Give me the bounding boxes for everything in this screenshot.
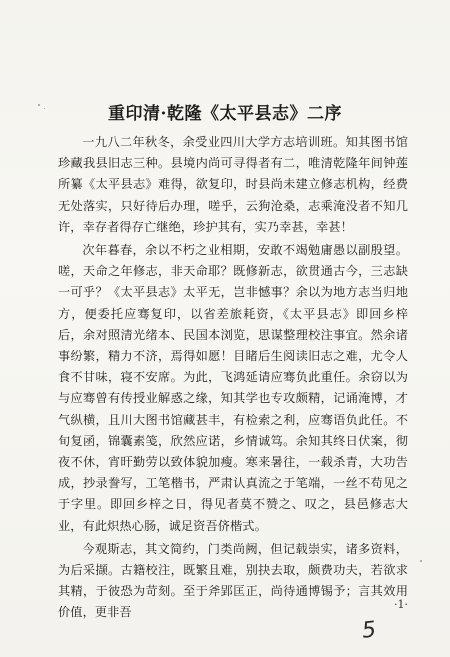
scan-speck (420, 560, 422, 562)
document-body (58, 132, 408, 624)
handwritten-page-mark: 5 (360, 617, 378, 644)
page-number: ·1· (394, 598, 408, 611)
paragraph: 今观斯志，其文简约，门类尚阙，但记载崇实，诸多资料，为后采撷。古籍校注，既繁且难，别抉去取，颇费功夫，若欲求其精，于彼恐为苛刻。至于斧郢匡正，尚待通博锡予；言其效用价值，更非吾 (58, 541, 408, 620)
document-title: 重印清·乾隆《太平县志》二序 (108, 104, 342, 125)
paragraph: 一九八二年秋冬，余受业四川大学方志培训班。知其图书馆珍藏我县旧志三种。县境内尚可寻得者有二，唯清乾隆年间钟莲所纂《太平县志》难得，欲复印，时县尚未建立修志机构，经费无处落实，只好待后办理，嗟乎，云狗沧桑，志乘淹没者不知几许，幸存者得存亡继绝，珍护其有，实乃幸甚，幸甚！ (58, 135, 408, 234)
paragraph: 次年暮春，余以不朽之业相期，安敢不竭勉庸愚以副殷望。嗟，天命之年修志，非天命耶？既修新志，欲贯通古今，三志缺一可乎？《太平县志》太平无，岂非憾事？余以为地方志当归地方，便委托应骞复印，以省差旅耗资，《太平县志》即回乡梓后，余对照清光绪本、民国本浏览，思谋整理校注事宜。然余诸事纷繁，精力不济，焉得如愿！目睹后生阅读旧志之难，尤令人食不甘味，寝不安席。为此，飞鸿延请应骞负此重任。余窃以为与应骞曾有传授业解惑之缘，知其学也专攻颇精，记诵淹博，才气纵横，且川大图书馆藏甚丰，有检索之利，应骞语负此任。不旬复函，锦囊素笺，欣然应诺，乡情诚笃。余知其终日伏案，彻夜不休，宵旰勤劳以致体貌加瘦。寒来暑往，一载杀青，大功告成，抄录誊写，工笔楷书，严肃认真流之于笔端，一丝不苟见之于字里。即回乡梓之日，得见者莫不赞之、叹之，县邑修志大业，有此炽热心肠，诚足资吾侪楷式。 (58, 243, 408, 533)
